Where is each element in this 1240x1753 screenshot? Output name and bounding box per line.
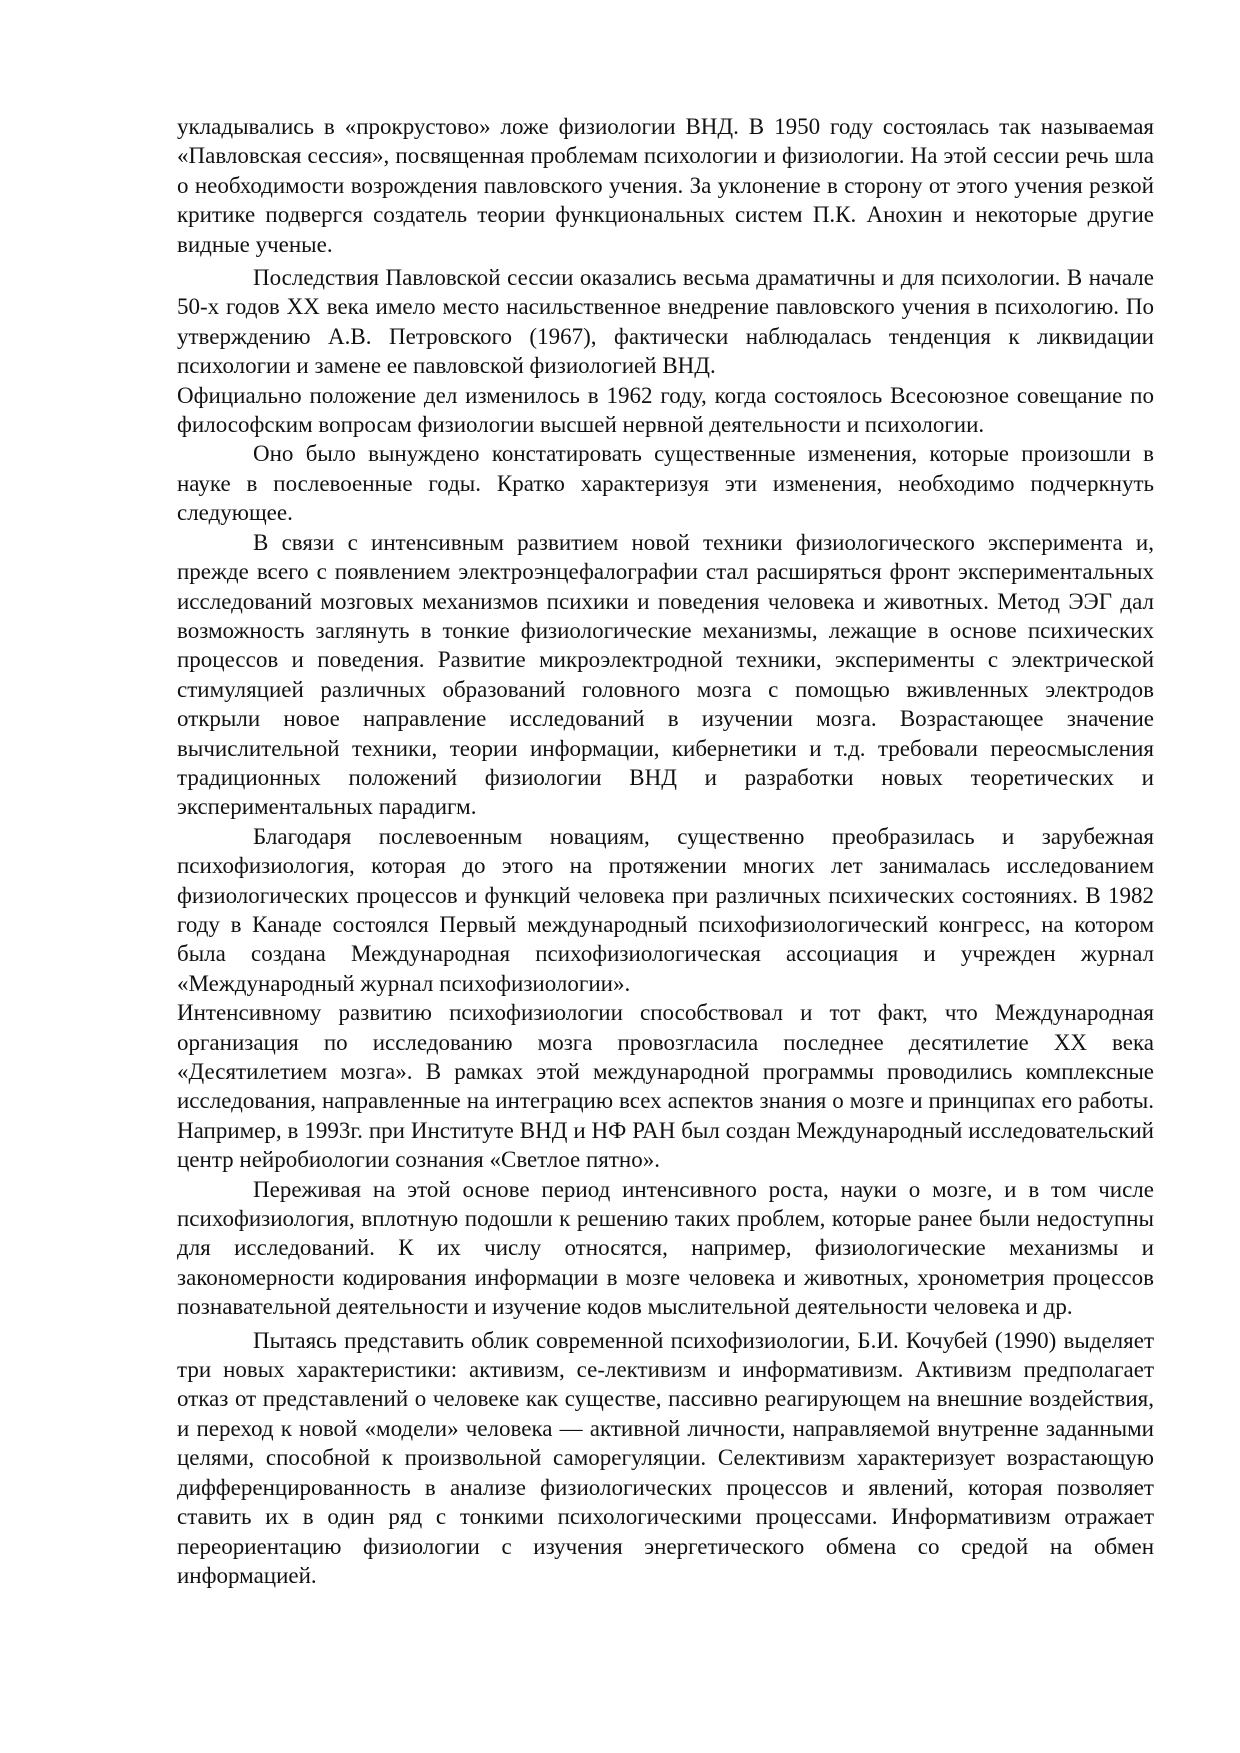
paragraph: Оно было вынуждено констатировать существенные изменения, которые произошли в науке в послевоенные годы. Кратко характеризуя эти изменения, необходимо подчеркнуть следующее. — [177, 441, 1154, 526]
paragraph: Интенсивному развитию психофизиологии способствовал и тот факт, что Международная организация по исследованию мозга провозгласила последнее десятилетие XX века «Десятилетием мозга». В рамках этой международной программы проводились комплексные исследования, направленные на интеграцию всех аспектов знания о мозге и принципах его работы. Например, в 1993г. при Институте ВНД и НФ РАН был создан Международный исследовательский центр нейробиологии сознания «Светлое пятно». — [177, 1000, 1154, 1173]
paragraph: Последствия Павловской сессии оказались весьма драматичны и для психологии. В начале 50-х годов XX века имело место насильственное внедрение павловского учения в психологию. По утверждению А.В. Петровского (1967), фактически наблюдалась тенденция к ликвидации психологии и замене ее павловской физиологией ВНД. — [177, 265, 1154, 379]
paragraph: Официально положение дел изменилось в 1962 году, когда состоялось Всесоюзное совещание по философским вопросам физиологии высшей нервной деятельности и психологии. — [177, 382, 1154, 438]
paragraph: укладывались в «прокрустово» ложе физиологии ВНД. В 1950 году состоялась так называемая «Павловская сессия», посвященная проблемам психологии и физиологии. На этой сессии речь шла о необходимости возрождения павловского учения. За уклонение в сторону от этого учения резкой критике подвергся создатель теории функциональных систем П.К. Анохин и некоторые другие видные ученые. — [177, 114, 1154, 257]
paragraph: Переживая на этой основе период интенсивного роста, науки о мозге, и в том числе психофизиология, вплотную подошли к решению таких проблем, которые ранее были недоступны для исследований. К их числу относятся, например, физиологические механизмы и закономерности кодирования информации в мозге человека и животных, хронометрия процессов познавательной деятельности и изучение кодов мыслительной деятельности человека и др. — [177, 1176, 1154, 1320]
paragraph: Благодаря послевоенным новациям, существенно преобразилась и зарубежная психофизиология, которая до этого на протяжении многих лет занималась исследованием физиологических процессов и функций человека при различных психических состояниях. В 1982 году в Канаде состоялся Первый международный психофизиологический конгресс, на котором была создана Международная психофизиологическая ассоциация и учрежден журнал «Международный журнал психофизиологии». — [177, 823, 1154, 996]
paragraph: Пытаясь представить облик современной психофизиологии, Б.И. Кочубей (1990) выделяет три новых характеристики: активизм, се-лективизм и информативизм. Активизм предполагает отказ от представлений о человеке как существе, пассивно реагирующем на внешние воздействия, и переход к новой «модели» человека — активной личности, направляемой внутренне заданными целями, способной к произвольной саморегуляции. Селективизм характеризует возрастающую дифференцированность в анализе физиологических процессов и явлений, которая позволяет ставить их в один ряд с тонкими психологическими процессами. Информативизм отражает переориентацию физиологии с изучения энергетического обмена со средой на обмен информацией. — [177, 1327, 1154, 1588]
paragraph: В связи с интенсивным развитием новой техники физиологического эксперимента и, прежде всего с появлением электроэнцефалографии стал расширяться фронт экспериментальных исследований мозговых механизмов психики и поведения человека и животных. Метод ЭЭГ дал возможность заглянуть в тонкие физиологические механизмы, лежащие в основе психических процессов и поведения. Развитие микроэлектродной техники, эксперименты с электрической стимуляцией различных образований головного мозга с помощью вживленных электродов открыли новое направление исследований в изучении мозга. Возрастающее значение вычислительной техники, теории информации, кибернетики и т.д. требовали переосмысления традиционных положений физиологии ВНД и разработки новых теоретических и экспериментальных парадигм. — [177, 529, 1154, 820]
document-page — [177, 112, 1154, 1590]
